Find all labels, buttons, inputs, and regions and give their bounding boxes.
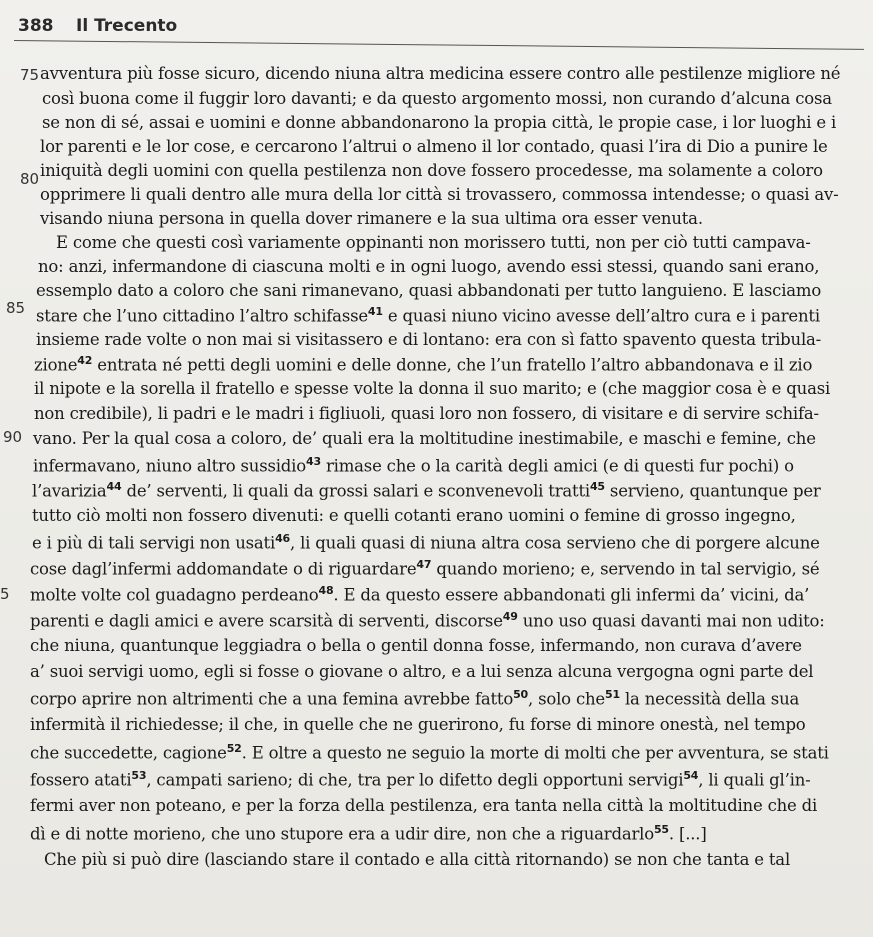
text-line: infermavano, niuno altro sussidio$^{43}$ rimase che o la carità degli amici (e di questi fur pochi) o — [33, 455, 794, 476]
footnote-ref: 55 — [653, 823, 669, 836]
text-line: cose dagl’infermi addomandate o di riguardare$^{47}$ quando morieno; e, servendo in tal servigio, sé — [30, 558, 820, 579]
footnote-ref: 51 — [604, 688, 620, 701]
footnote-ref: 45 — [589, 480, 605, 493]
text-line: infermità il richiedesse; il che, in quelle che ne guerirono, fu forse di minore onestà, nel tempo — [30, 715, 806, 734]
text-line: avventura più fosse sicuro, dicendo niuna altra medicina essere contro alle pestilenze migliore né — [40, 64, 841, 83]
footnote-ref: 44 — [106, 480, 122, 493]
footnote-ref: 50 — [513, 688, 528, 701]
page-number: 388 — [18, 16, 54, 36]
footnote-ref: 53 — [131, 769, 147, 782]
text-line: fossero atati$^{53}$, campati sarieno; di che, tra per lo difetto degli opportuni servigi$^{54}$, li quali gl’in- — [30, 769, 811, 790]
text-line: così buona come il fuggir loro davanti; e da questo argomento mossi, non curando d’alcuna cosa — [42, 89, 832, 108]
text-line: Che più si può dire (lasciando stare il contado e alla città ritornando) se non che tanta e tal — [44, 850, 791, 869]
text-line: che niuna, quantunque leggiadra o bella o gentil donna fosse, infermando, non curava d’avere — [30, 636, 802, 655]
text-line: dì e di notte morieno, che uno stupore era a udir dire, non che a riguardarlo$^{55}$. [...] — [30, 823, 707, 844]
text-line: essemplo dato a coloro che sani rimanevano, quasi abbandonati per tutto languieno. E lasciamo — [36, 281, 822, 300]
text-line: E come che questi così variamente oppinanti non morissero tutti, non per ciò tutti campava- — [56, 233, 811, 252]
text-line: parenti e dagli amici e avere scarsità di serventi, discorse$^{49}$ uno uso quasi davanti mai non udito: — [30, 610, 825, 631]
text-line: che succedette, cagione$^{52}$. E oltre a questo ne seguio la morte di molti che per avventura, se stati — [30, 742, 829, 763]
text-line: zione$^{42}$ entrata né petti degli uomini e delle donne, che l’un fratello l’altro abbandonava e il zio — [34, 354, 813, 375]
footnote-ref: 49 — [502, 610, 518, 623]
footnote-ref: 47 — [416, 558, 432, 571]
text-line: e i più di tali servigi non usati$^{46}$, li quali quasi di niuna altra cosa servieno che di porgere alcune — [32, 532, 820, 553]
footnote-ref: 48 — [318, 584, 334, 597]
text-line: l’avarizia$^{44}$ de’ serventi, li quali da grossi salari e sconvenevoli tratti$^{45}$ servieno, quantunque per — [32, 480, 821, 501]
text-line: opprimere li quali dentro alle mura della lor città si trovassero, commossa intendesse; o quasi av- — [40, 185, 839, 204]
text-line: a’ suoi servigi uomo, egli si fosse o giovane o altro, e a lui senza alcuna vergogna ogni parte del — [30, 662, 814, 681]
line-number: 85 — [6, 299, 26, 317]
text-line: iniquità degli uomini con quella pestilenza non dove fossero procedesse, ma solamente a coloro — [40, 161, 823, 180]
text-line: il nipote e la sorella il fratello e spesse volte la donna il suo marito; e (che maggior cosa è e quasi — [34, 379, 831, 398]
footnote-ref: 46 — [275, 532, 290, 545]
footnote-ref: 42 — [77, 354, 93, 367]
text-line: stare che l’uno cittadino l’altro schifasse$^{41}$ e quasi niuno vicino avesse dell’altro cura e i parenti — [36, 305, 820, 326]
running-header — [18, 14, 858, 42]
text-line: non credibile), li padri e le madri i figliuoli, quasi loro non fossero, di visitare e di servire schifa- — [34, 404, 819, 423]
text-line: fermi aver non poteano, e per la forza della pestilenza, era tanta nella città la moltitudine che di — [30, 796, 818, 815]
text-line: lor parenti e le lor cose, e cercarono l’altrui o almeno il lor contado, quasi l’ira di Dio a punire le — [40, 137, 828, 156]
text-line: se non di sé, assai e uomini e donne abbandonarono la propia città, le propie case, i lor luoghi e i — [42, 113, 837, 132]
text-line: tutto ciò molti non fossero divenuti: e quelli cotanti erano uomini o femine di grosso ingegno, — [32, 506, 796, 525]
footnote-ref: 41 — [367, 305, 383, 318]
text-line: no: anzi, infermandone di ciascuna molti e in ogni luogo, avendo essi stessi, quando sani erano, — [38, 257, 820, 276]
line-number: 80 — [20, 170, 40, 188]
footnote-ref: 43 — [305, 455, 321, 468]
text-line: corpo aprire non altrimenti che a una femina avrebbe fatto$^{50}$, solo che$^{51}$ la necessità della sua — [30, 688, 800, 709]
text-line: vano. Per la qual cosa a coloro, de’ quali era la moltitudine inestimabile, e maschi e femine, che — [33, 429, 816, 448]
text-line: visando niuna persona in quella dover rimanere e la sua ultima ora esser venuta. — [40, 209, 703, 228]
line-number: 90 — [3, 428, 23, 446]
running-title: Il Trecento — [76, 16, 178, 36]
text-line: molte volte col guadagno perdeano$^{48}$. E da questo essere abbandonati gli infermi da’ vicini, da’ — [30, 584, 810, 605]
footnote-ref: 54 — [683, 769, 699, 782]
text-line: insieme rade volte o non mai si visitassero e di lontano: era con sì fatto spavento questa tribula- — [36, 330, 822, 349]
footnote-ref: 52 — [226, 742, 242, 755]
line-number: 75 — [20, 66, 40, 84]
line-number: 5 — [0, 585, 10, 603]
